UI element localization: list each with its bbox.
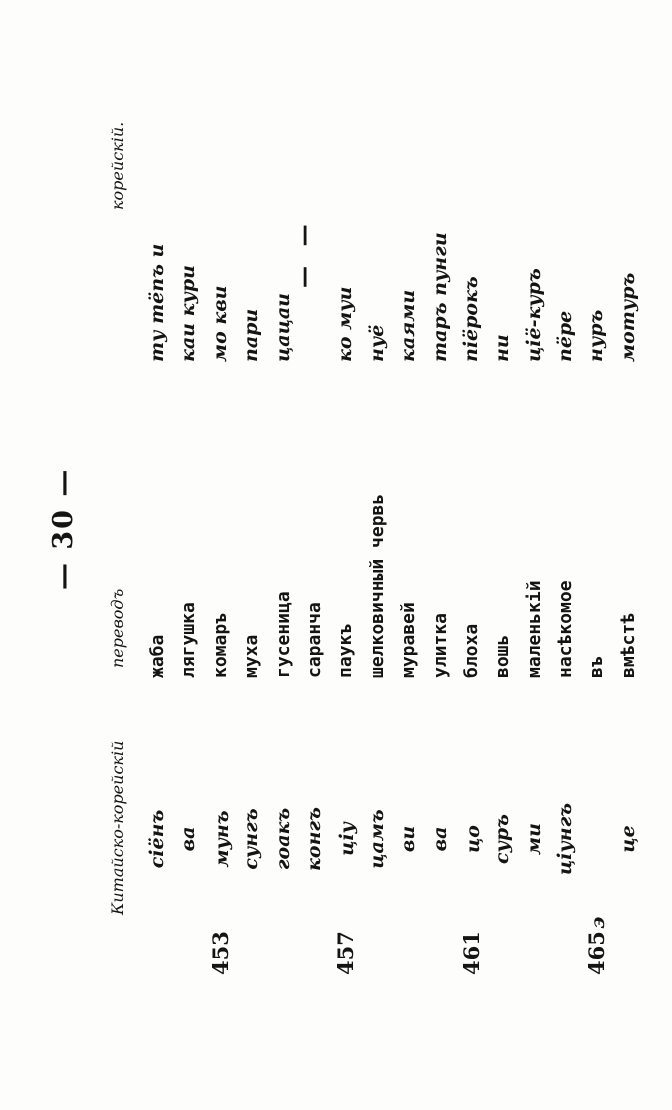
translation-word: вошь — [492, 634, 514, 678]
korean-word: цацаи — [271, 293, 294, 362]
translation-word: насѣкомое — [555, 580, 577, 678]
entry-row — [550, 715, 581, 975]
chinese-korean-word: конгъ — [302, 807, 325, 871]
korean-word: мо кви — [208, 285, 231, 362]
translation-word: маленькій — [523, 580, 545, 678]
chinese-korean-word: мунъ — [210, 810, 233, 868]
entry-row — [142, 715, 173, 975]
translation-word: муха — [241, 634, 263, 678]
translation-word: гусеница — [272, 591, 294, 678]
translation-word: блоха — [460, 623, 482, 678]
entry-number: 457 — [333, 931, 359, 975]
chinese-korean-word: гоакъ — [271, 807, 294, 871]
entry-row — [613, 715, 644, 975]
entry-row — [330, 715, 361, 975]
korean-word: таръ пунги — [428, 232, 451, 362]
korean-word: пёре — [554, 310, 577, 362]
translation-word: лягушка — [178, 602, 200, 678]
korean-word: нуръ — [585, 309, 608, 362]
korean-word: каи кури — [177, 265, 200, 362]
entry-row — [425, 715, 456, 975]
entry-row — [299, 715, 330, 975]
chinese-korean-word: це — [616, 825, 639, 853]
entry-row — [362, 715, 393, 975]
entry-number: 465 — [584, 931, 610, 975]
chinese-korean-word: сіёнъ — [146, 809, 168, 869]
chinese-korean-word: ми — [522, 823, 545, 855]
translation-word: саранча — [303, 602, 325, 678]
korean-word: ко муи — [334, 286, 357, 362]
column-header-korean: корейскій. — [108, 121, 127, 210]
entry-row — [236, 715, 267, 975]
entry-row — [581, 715, 612, 975]
entry-row — [205, 715, 236, 975]
entry-row — [456, 715, 487, 975]
chinese-korean-word: цо — [461, 825, 484, 853]
chinese-korean-word: ва — [177, 826, 200, 852]
korean-word: пари — [240, 308, 263, 362]
translation-word: комаръ — [209, 612, 231, 678]
column-chinese-korean — [142, 715, 644, 975]
separator-dashes: — — — [292, 218, 317, 288]
entry-number: 453 — [207, 931, 233, 975]
column-translation — [142, 494, 644, 678]
entry-row — [393, 715, 424, 975]
chinese-korean-word: сунгъ — [240, 808, 263, 870]
translation-word: жаба — [147, 634, 168, 678]
entry-row — [519, 715, 550, 975]
korean-word: піёрокъ — [459, 276, 482, 362]
column-korean — [142, 232, 644, 362]
translation-word: паукъ — [335, 623, 357, 678]
korean-word: нуё — [365, 324, 388, 362]
korean-word: мотуръ — [616, 272, 639, 362]
translation-word: вмѣстѣ — [617, 612, 639, 678]
entry-row — [487, 715, 518, 975]
column-header-translation: переводъ — [108, 588, 127, 668]
chinese-korean-word: ціунгъ — [554, 802, 577, 876]
chinese-korean-word: суръ — [491, 813, 514, 865]
chinese-korean-word: э — [587, 916, 610, 929]
translation-word: улитка — [429, 612, 451, 678]
chinese-korean-word: ви — [397, 825, 420, 853]
korean-word: ціё-куръ — [522, 268, 545, 362]
translation-word: шелковичный червь — [366, 493, 388, 678]
entry-row — [268, 715, 299, 975]
chinese-korean-word: ва — [428, 826, 451, 852]
entry-number: 461 — [458, 931, 484, 975]
entry-row — [173, 715, 204, 975]
chinese-korean-word: цамъ — [365, 809, 388, 869]
korean-word: каями — [397, 289, 420, 362]
korean-word: ни — [491, 334, 514, 362]
translation-word: муравей — [398, 602, 420, 678]
column-header-chinese-korean: Китайско-корейскій — [108, 740, 127, 915]
chinese-korean-word: цiу — [336, 822, 359, 856]
page-number: — 30 — — [48, 467, 79, 590]
korean-word: ту тёпъ и — [146, 243, 168, 362]
translation-word: въ — [586, 656, 608, 678]
